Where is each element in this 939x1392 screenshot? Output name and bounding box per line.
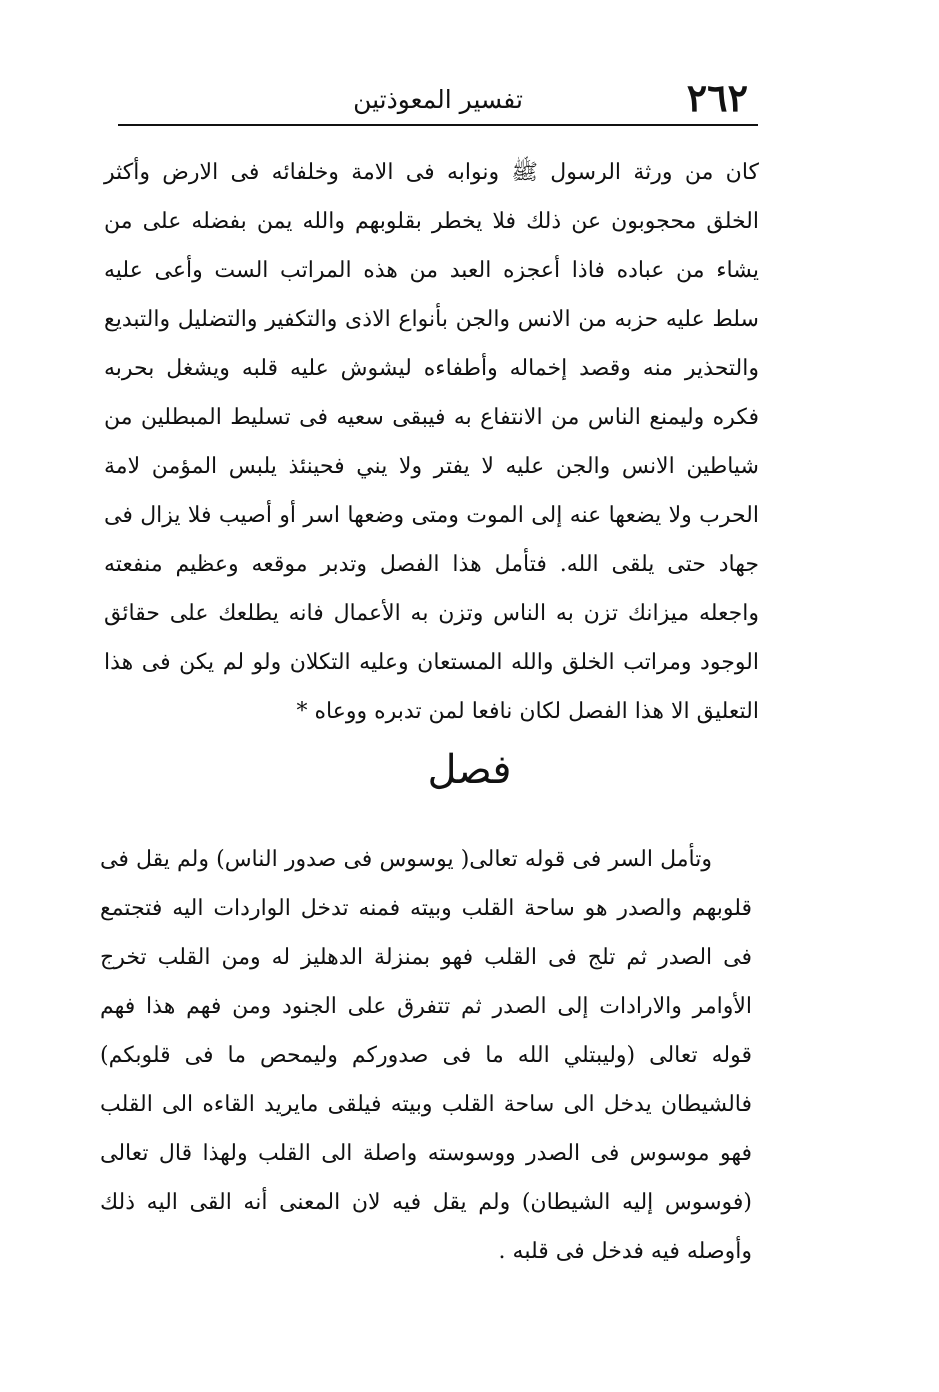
page-header — [118, 72, 758, 124]
paragraph: كان من ورثة الرسول ﷺ ونوابه فى الامة وخلفائه فى الارض وأكثر الخلق محجوبون عن ذلك فلا يخطر بقلوبهم والله يمن بفضله على من يشاء من عباده فاذا أعجزه العبد من هذه المراتب الست وأعى عليه سلط عليه حزبه من الانس والجن بأنواع الاذى والتكفير والتضليل والتبديع والتحذير منه وقصد إخماله وأطفاءه ليشوش عليه قلبه ويشغل بحربه فكره وليمنع الناس من الانتفاع به فيبقى سعيه فى تسليط المبطلين من شياطين الانس والجن عليه لا يفتر ولا يني فحينئذ يلبس المؤمن لامة الحرب ولا يضعها عنه إلى الموت ومتى وضعها اسر أو أصيب فلا يزال فى جهاد حتى يلقى الله. فتأمل هذا الفصل وتدبر موقعه وعظيم منفعته واجعله ميزانك تزن به الناس وتزن به الأعمال فانه يطلعك على حقائق الوجود ومراتب الخلق والله المستعان وعليه التكلان ولو لم يكن فى هذا التعليق الا هذا الفصل لكان نافعا لمن تدبره ووعاه * — [104, 160, 759, 724]
paragraph: وتأمل السر فى قوله تعالى( يوسوس فى صدور الناس) ولم يقل فى قلوبهم والصدر هو ساحة القلب وبيته فمنه تدخل الواردات اليه فتجتمع فى الصدر ثم تلج فى القلب فهو بمنزلة الدهليز له ومن القلب تخرج الأوامر والارادات إلى الصدر ثم تتفرق على الجنود ومن فهم هذا فهم قوله تعالى (وليبتلي الله ما فى صدوركم وليمحص ما فى قلوبكم) فالشيطان يدخل الى ساحة القلب وبيته فيلقى مايريد القاءه الى القلب فهو موسوس فى الصدر ووسوسته واصلة الى القلب ولهذا قال تعالى (فوسوس إليه الشيطان) ولم يقل فيه لان المعنى أنه القى اليه ذلك وأوصله فيه فدخل فى قلبه . — [100, 847, 752, 1264]
page-number: ٢٦٢ — [686, 75, 748, 120]
running-title: تفسير المعوذتين — [353, 85, 523, 114]
section-heading: فصل — [427, 747, 512, 793]
header-rule — [118, 124, 758, 126]
text-block-continuation — [104, 148, 759, 736]
text-block-section — [100, 835, 752, 1276]
